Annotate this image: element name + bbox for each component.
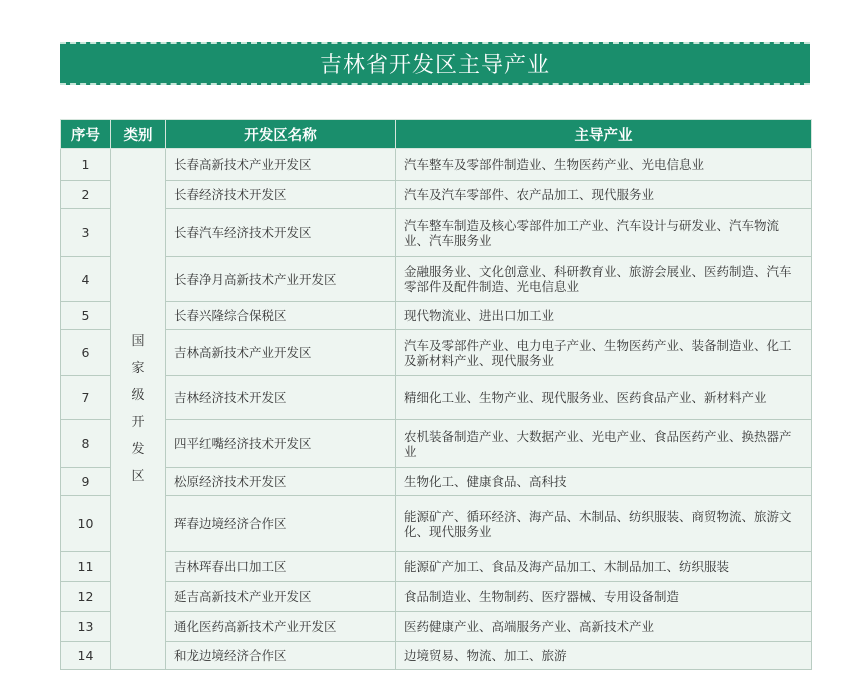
row-seq: 3 <box>61 209 111 257</box>
zone-name: 松原经济技术开发区 <box>166 468 396 496</box>
row-seq: 13 <box>61 612 111 642</box>
header-industry: 主导产业 <box>396 120 812 149</box>
row-seq: 12 <box>61 582 111 612</box>
zone-industry: 生物化工、健康食品、高科技 <box>396 468 812 496</box>
page-title: 吉林省开发区主导产业 <box>319 53 550 78</box>
zone-name: 吉林高新技术产业开发区 <box>166 330 396 376</box>
table-row <box>61 181 812 209</box>
category-label: 国家级开发区 <box>131 334 145 484</box>
table-row <box>61 612 812 642</box>
row-seq: 9 <box>61 468 111 496</box>
header-row <box>61 120 812 149</box>
zone-industry: 医药健康产业、高端服务产业、高新技术产业 <box>396 612 812 642</box>
table-row <box>61 552 812 582</box>
row-seq: 5 <box>61 302 111 330</box>
row-seq: 2 <box>61 181 111 209</box>
zone-name: 长春净月高新技术产业开发区 <box>166 257 396 302</box>
row-seq: 6 <box>61 330 111 376</box>
zone-name: 延吉高新技术产业开发区 <box>166 582 396 612</box>
table-row <box>61 257 812 302</box>
zone-industry: 能源矿产、循环经济、海产品、木制品、纺织服装、商贸物流、旅游文化、现代服务业 <box>396 496 812 552</box>
row-seq: 8 <box>61 420 111 468</box>
zone-industry: 边境贸易、物流、加工、旅游 <box>396 642 812 670</box>
table-row <box>61 496 812 552</box>
zone-industry: 金融服务业、文化创意业、科研教育业、旅游会展业、医药制造、汽车零部件及配件制造、光电信息业 <box>396 257 812 302</box>
table-row <box>61 642 812 670</box>
zone-industry: 食品制造业、生物制药、医疗器械、专用设备制造 <box>396 582 812 612</box>
zone-industry: 能源矿产加工、食品及海产品加工、木制品加工、纺织服装 <box>396 552 812 582</box>
zone-industry: 汽车及零部件产业、电力电子产业、生物医药产业、装备制造业、化工及新材料产业、现代服务业 <box>396 330 812 376</box>
zone-industry: 汽车整车制造及核心零部件加工产业、汽车设计与研发业、汽车物流业、汽车服务业 <box>396 209 812 257</box>
row-seq: 10 <box>61 496 111 552</box>
zone-industry: 汽车及汽车零部件、农产品加工、现代服务业 <box>396 181 812 209</box>
table-row <box>61 330 812 376</box>
table-row <box>61 582 812 612</box>
row-seq: 7 <box>61 376 111 420</box>
zone-name: 长春兴隆综合保税区 <box>166 302 396 330</box>
table-row <box>61 302 812 330</box>
row-seq: 14 <box>61 642 111 670</box>
industry-table <box>60 119 812 670</box>
zone-name: 吉林经济技术开发区 <box>166 376 396 420</box>
header-category: 类别 <box>111 120 166 149</box>
header-zone-name: 开发区名称 <box>166 120 396 149</box>
zone-name: 吉林珲春出口加工区 <box>166 552 396 582</box>
table-row <box>61 149 812 181</box>
zone-name: 通化医药高新技术产业开发区 <box>166 612 396 642</box>
zone-industry: 精细化工业、生物产业、现代服务业、医药食品产业、新材料产业 <box>396 376 812 420</box>
zone-name: 和龙边境经济合作区 <box>166 642 396 670</box>
zone-industry: 农机装备制造产业、大数据产业、光电产业、食品医药产业、换热器产业 <box>396 420 812 468</box>
zone-name: 长春汽车经济技术开发区 <box>166 209 396 257</box>
zone-name: 珲春边境经济合作区 <box>166 496 396 552</box>
zone-name: 长春高新技术产业开发区 <box>166 149 396 181</box>
table-row <box>61 376 812 420</box>
table-row <box>61 468 812 496</box>
zone-industry: 汽车整车及零部件制造业、生物医药产业、光电信息业 <box>396 149 812 181</box>
zone-industry: 现代物流业、进出口加工业 <box>396 302 812 330</box>
category-cell <box>111 149 166 670</box>
table-row <box>61 420 812 468</box>
zone-name: 四平红嘴经济技术开发区 <box>166 420 396 468</box>
zone-name: 长春经济技术开发区 <box>166 181 396 209</box>
row-seq: 11 <box>61 552 111 582</box>
title-banner <box>60 42 810 85</box>
header-seq: 序号 <box>61 120 111 149</box>
row-seq: 4 <box>61 257 111 302</box>
row-seq: 1 <box>61 149 111 181</box>
table-row <box>61 209 812 257</box>
